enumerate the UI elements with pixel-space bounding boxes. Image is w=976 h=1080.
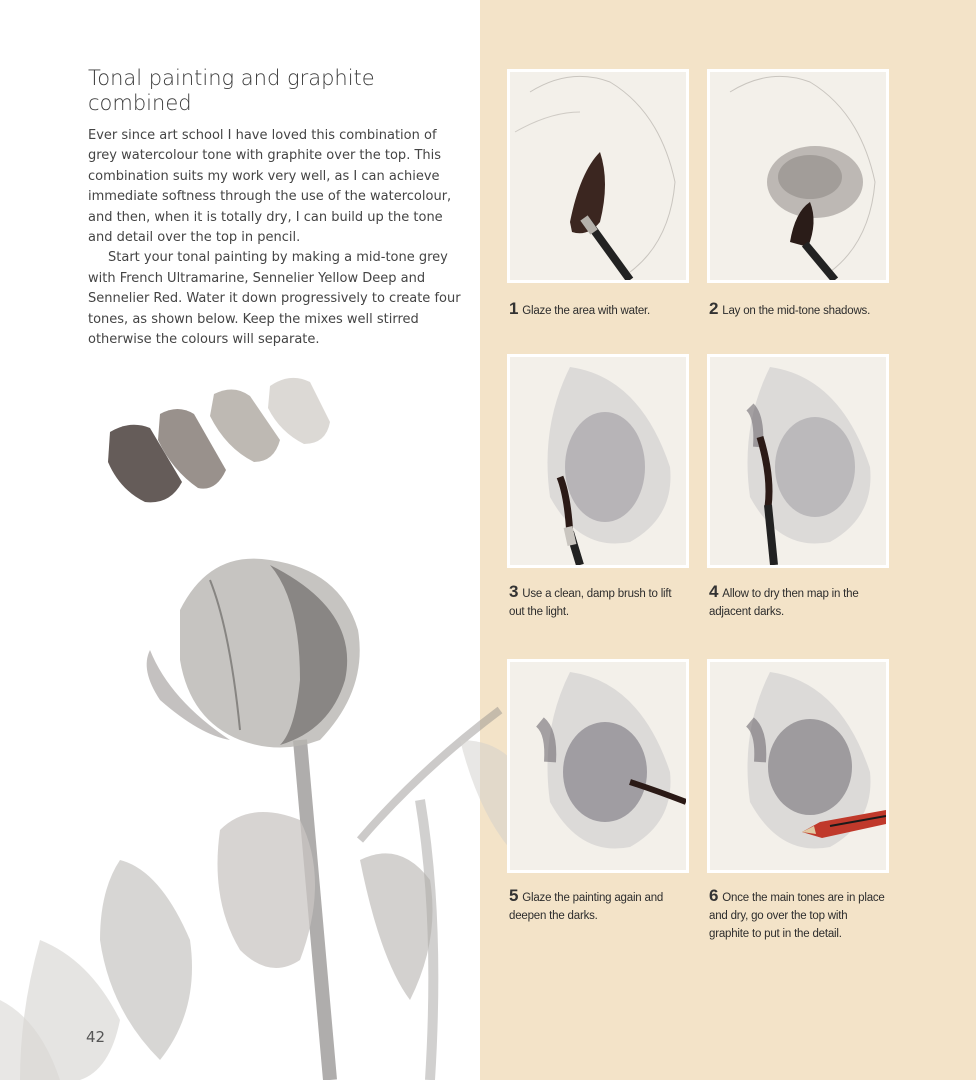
flower-illustration — [0, 540, 520, 1080]
step-1-photo — [507, 69, 689, 283]
step-5-caption — [509, 887, 689, 925]
step-6-caption — [709, 887, 889, 943]
step-6-text: Once the main tones are in place and dry, go over the top with graphite to put in the detail. — [709, 892, 885, 940]
step-1-text: Glaze the area with water. — [522, 305, 651, 317]
paragraph-1: Ever since art school I have loved this combination of grey watercolour tone with graphite over the top. This combination suits my work very well, as I can achieve immediate softness through the use of the watercolour, and then, when it is totally dry, I can build up the tone and detail over the top in pencil. — [88, 128, 452, 246]
step-3-number: 3 — [509, 582, 519, 601]
body-text — [88, 126, 468, 350]
step-2-caption — [709, 300, 889, 320]
step-3-text: Use a clean, damp brush to lift out the light. — [509, 588, 672, 618]
step-5-number: 5 — [509, 886, 519, 905]
step-4-number: 4 — [709, 582, 719, 601]
step-6-photo — [707, 659, 889, 873]
step-3-photo — [507, 354, 689, 568]
page-title: Tonal painting and graphite combined — [88, 66, 375, 115]
step-2-text: Lay on the mid-tone shadows. — [722, 305, 871, 317]
paragraph-2: Start your tonal painting by making a mid-tone grey with French Ultramarine, Sennelier Yellow Deep and Sennelier Red. Water it down progressively to create four tones, as shown below. Keep the mixes well stirred otherwise the colours will separate. — [88, 250, 461, 348]
step-3-caption — [509, 583, 689, 621]
step-4-text: Allow to dry then map in the adjacent darks. — [709, 588, 859, 618]
step-1-number: 1 — [509, 299, 519, 318]
step-5-photo — [507, 659, 689, 873]
tone-swatches-image — [90, 370, 350, 520]
step-1-caption — [509, 300, 689, 320]
step-2-number: 2 — [709, 299, 719, 318]
step-4-photo — [707, 354, 889, 568]
step-2-photo — [707, 69, 889, 283]
step-6-number: 6 — [709, 886, 719, 905]
step-4-caption — [709, 583, 889, 621]
swatch-lightest — [268, 378, 330, 444]
page-number: 42 — [86, 1028, 106, 1046]
step-5-text: Glaze the painting again and deepen the darks. — [509, 892, 664, 922]
